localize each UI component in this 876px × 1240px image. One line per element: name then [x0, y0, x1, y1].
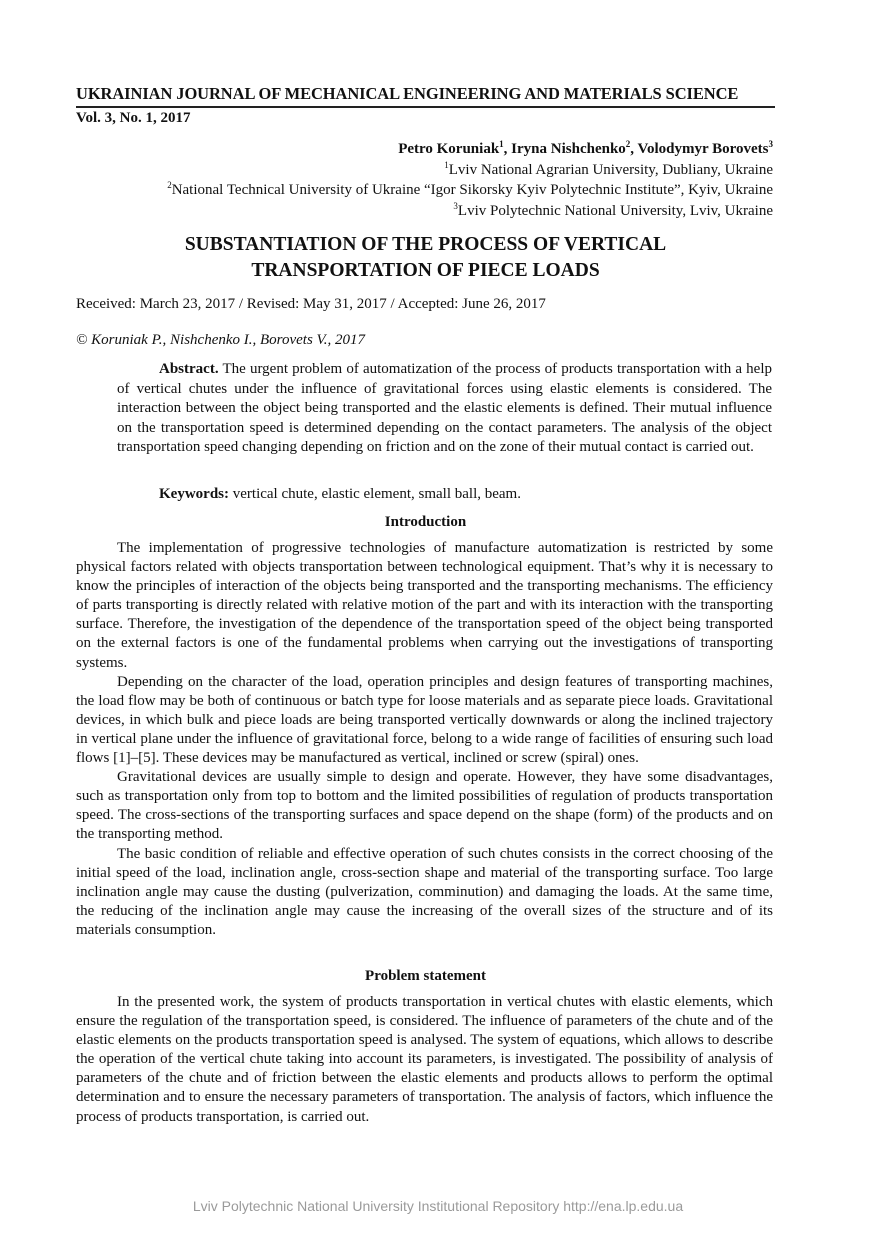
abstract-label: Abstract.: [159, 361, 219, 377]
paragraph: The basic condition of reliable and effective operation of such chutes consists in the correct choosing of the initial speed of the load, inclination angle, cross-section shape and material of the transporting surface. Too large inclination angle may cause the dusting (pulverization, comminution) and damaging the loads. At the same time, the reducing of the inclination angle may cause the increasing of the overall sizes of the structure and of its materials consumption.: [76, 845, 773, 938]
keywords-label: Keywords:: [159, 486, 229, 502]
author-names: [167, 139, 773, 160]
affiliation-text: Lviv National Agrarian University, Dubliany, Ukraine: [448, 161, 773, 178]
section-heading-introduction: Introduction: [384, 514, 467, 530]
author-name: Iryna Nishchenko: [511, 141, 626, 157]
paragraph: Depending on the character of the load, operation principles and design features of transporting machines, the load flow may be both of continuous or batch type for loose materials and as separate piece loads. Gravitational devices, in which bulk and piece loads are being transported vertically downwards or along the inclined trajectory in vertical plane under the influence of gravitational force, belong to a wide range of facilities of ensuring such load flows [1]–[5]. These devices may be manufactured as vertical, inclined or screw (spiral) ones.: [76, 673, 773, 767]
header-rule: [76, 106, 775, 108]
copyright: © Koruniak P., Nishchenko I., Borovets V., 2017: [76, 332, 366, 348]
section-heading-problem-statement: Problem statement: [365, 968, 486, 984]
paper-title: [76, 232, 775, 284]
affiliation-marker: 3: [453, 200, 458, 211]
affiliation-marker: 1: [499, 139, 504, 149]
repository-footer: Lviv Polytechnic National University Institutional Repository http://ena.lp.edu.ua: [192, 1198, 684, 1214]
author-separator: ,: [630, 141, 638, 157]
affiliation-text: National Technical University of Ukraine “Igor Sikorsky Kyiv Polytechnic Institute”, Kyiv, Ukraine: [171, 182, 773, 198]
affiliation: [167, 201, 773, 222]
affiliation-marker: 2: [167, 180, 172, 190]
keywords: [159, 486, 521, 503]
author-name: Petro Koruniak: [398, 141, 500, 157]
affiliation-marker: 2: [625, 139, 631, 149]
received-dates: Received: March 23, 2017 / Revised: May 31, 2017 / Accepted: June 26, 2017: [76, 296, 546, 312]
affiliation-text: Lviv Polytechnic National University, Lviv, Ukraine: [457, 202, 773, 219]
journal-title: UKRAINIAN JOURNAL OF MECHANICAL ENGINEERING AND MATERIALS SCIENCE: [76, 84, 739, 103]
affiliation: [167, 180, 773, 201]
author-separator: ,: [503, 141, 512, 157]
author-block: [167, 139, 773, 221]
abstract: [117, 360, 772, 458]
paragraph: Gravitational devices are usually simple to design and operate. However, they have some disadvantages, such as transportation only from top to bottom and the limited possibilities of regulation of products transportation speed. The cross-sections of the transporting surfaces and space depend on the shape (form) of the products and on the transporting method.: [76, 769, 773, 843]
title-line: SUBSTANTIATION OF THE PROCESS OF VERTICAL: [184, 234, 667, 255]
abstract-text: The urgent problem of automatization of the process of products transportation with a help of vertical chutes under the influence of gravitational forces using elastic elements is considered. The interaction between the object being transported and the elastic elements is defined. Their mutual influence on the transportation speed is determined depending on the contact parameters. The analysis of the object transportation speed changing depending on friction and on the zone of their mutual contact is carried out.: [117, 361, 772, 456]
keywords-text: vertical chute, elastic element, small ball, beam.: [229, 486, 521, 502]
problem-body: [76, 993, 773, 1127]
affiliation: [167, 160, 773, 181]
title-line: TRANSPORTATION OF PIECE LOADS: [251, 260, 600, 281]
affiliation-marker: 3: [768, 139, 773, 149]
volume-info: Vol. 3, No. 1, 2017: [76, 110, 191, 126]
author-name: Volodymyr Borovets: [637, 141, 769, 157]
paragraph: In the presented work, the system of products transportation in vertical chutes with elastic elements, which ensure the regulation of the transportation speed, is considered. The influence of parameters of the chute and of the elastic elements on the products transportation speed is analysed. The system of equations, which allows to describe the operation of the vertical chute taking into account its parameters, is investigated. The possibility of analysis of parameters of the chute and of friction between the elastic elements and products allows to perform the optimal determination and to ensure the necessary parameters of transportation. The analysis of factors, which influence the process of products transportation, is carried out.: [76, 994, 773, 1125]
introduction-body: [76, 539, 773, 940]
paragraph: The implementation of progressive technologies of manufacture automatization is restricted by some physical factors related with objects transportation between technological equipment. That’s why it is necessary to know the principles of interaction of the objects being transported and the transporting mechanisms. The efficiency of parts transporting is directly related with relative motion of the part and with its interaction with the transporting surface. Therefore, the investigation of the dependence of the transportation speed of the object being transported on the external factors is one of the fundamental problems when carrying out the investigations of transporting systems.: [76, 540, 773, 671]
affiliation-marker: 1: [444, 159, 449, 170]
